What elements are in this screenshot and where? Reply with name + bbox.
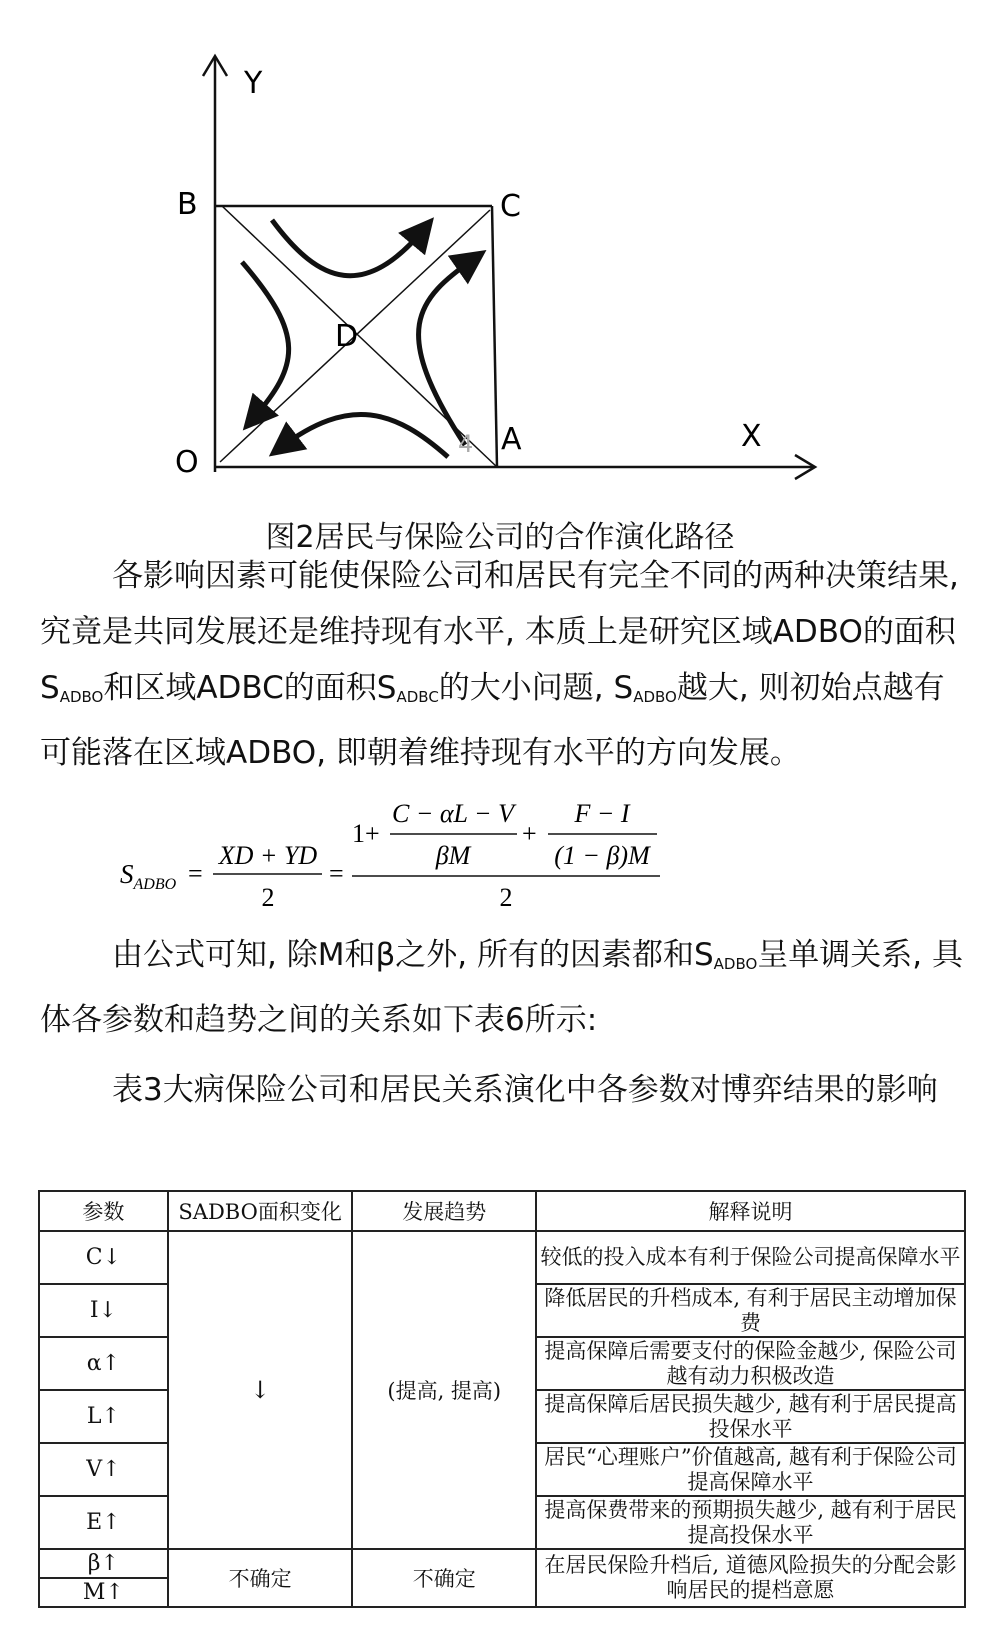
table-title: 表3大病保险公司和居民关系演化中各参数对博弈结果的影响	[112, 1072, 938, 1108]
formula-one-plus: 1+	[352, 819, 380, 848]
table-row	[39, 1231, 965, 1284]
header-param: 参数	[39, 1191, 168, 1231]
label-d: D	[335, 319, 359, 354]
sadbo-formula	[0, 799, 1000, 920]
param-cell: L↑	[39, 1390, 168, 1443]
formula-lhs: $S_{ADBO}$	[120, 859, 177, 893]
figure-caption: 图2居民与保险公司的合作演化路径	[265, 520, 735, 555]
trajectory-right	[419, 258, 475, 445]
area-change-cell: 不确定	[168, 1549, 353, 1607]
explain-cell: 较低的投入成本有利于保险公司提高保障水平	[536, 1231, 965, 1284]
explain-cell: 降低居民的升档成本, 有利于居民主动增加保费	[536, 1284, 965, 1337]
frac2-denominator: 2	[499, 883, 513, 912]
trend-cell: (提高, 提高)	[352, 1231, 536, 1549]
trajectory-bottom	[280, 414, 448, 457]
edge-ca	[492, 206, 497, 467]
explain-cell: 提高保障后需要支付的保险金越少, 保险公司越有动力积极改造	[536, 1337, 965, 1390]
label-y: Y	[244, 66, 263, 101]
frac1-numerator: XD + YD	[218, 841, 318, 870]
explain-cell: 在居民保险升档后, 道德风险损失的分配会影响居民的提档意愿	[536, 1549, 965, 1607]
inner2-numerator: F − I	[574, 799, 630, 828]
formula-eq-2: =	[329, 859, 344, 888]
param-cell: C↓	[39, 1231, 168, 1284]
paragraph-2: 由公式可知, 除M和β之外, 所有的因素都和$S_{ADBO}$呈单调关系, 具体各参数和趋势之间的关系如下表6所示:	[40, 937, 964, 1038]
paragraph-1: 各影响因素可能使保险公司和居民有完全不同的两种决策结果, 究竟是共同发展还是维持现有水平, 本质上是研究区域ADBO的面积$S_{ADBO}$和区域ADBC的面积$S_{ADBC}$的大小问题, $S_{ADBO}$越大, 则初始点越有可能落在区域ADBO, 即朝着维持现有水平的方向发展。	[40, 558, 959, 771]
param-cell: I↓	[39, 1284, 168, 1337]
evolution-path-diagram	[0, 0, 1000, 500]
inner1-numerator: C − αL − V	[392, 799, 514, 828]
header-explain: 解释说明	[536, 1191, 965, 1231]
frac1-denominator: 2	[261, 883, 275, 912]
trajectory-left	[242, 262, 289, 420]
parameter-table	[38, 1190, 966, 1608]
explain-cell: 提高保费带来的预期损失越少, 越有利于居民提高投保水平	[536, 1496, 965, 1549]
trend-cell: 不确定	[352, 1549, 536, 1607]
label-b: B	[177, 187, 198, 222]
inner1-denominator: βM	[435, 841, 471, 870]
header-trend: 发展趋势	[352, 1191, 536, 1231]
header-area: SADBO面积变化	[168, 1191, 353, 1231]
trajectory-top	[272, 220, 425, 276]
inner2-denominator: (1 − β)M	[554, 841, 650, 870]
label-c: C	[500, 189, 521, 224]
table-row	[39, 1549, 965, 1578]
formula-plus: +	[522, 819, 537, 848]
explain-cell: 提高保障后居民损失越少, 越有利于居民提高投保水平	[536, 1390, 965, 1443]
label-x: X	[741, 419, 762, 454]
label-o: O	[175, 445, 199, 480]
param-cell: β↑	[39, 1549, 168, 1578]
param-cell: V↑	[39, 1443, 168, 1496]
table-header-row	[39, 1191, 965, 1231]
formula-eq-1: =	[188, 859, 203, 888]
label-a: A	[501, 422, 522, 457]
param-cell: M↑	[39, 1578, 168, 1607]
param-cell: E↑	[39, 1496, 168, 1549]
area-change-cell: ↓	[168, 1231, 353, 1549]
param-cell: α↑	[39, 1337, 168, 1390]
label-stray-4: 4	[458, 430, 474, 458]
explain-cell: 居民“心理账户”价值越高, 越有利于保险公司提高保障水平	[536, 1443, 965, 1496]
